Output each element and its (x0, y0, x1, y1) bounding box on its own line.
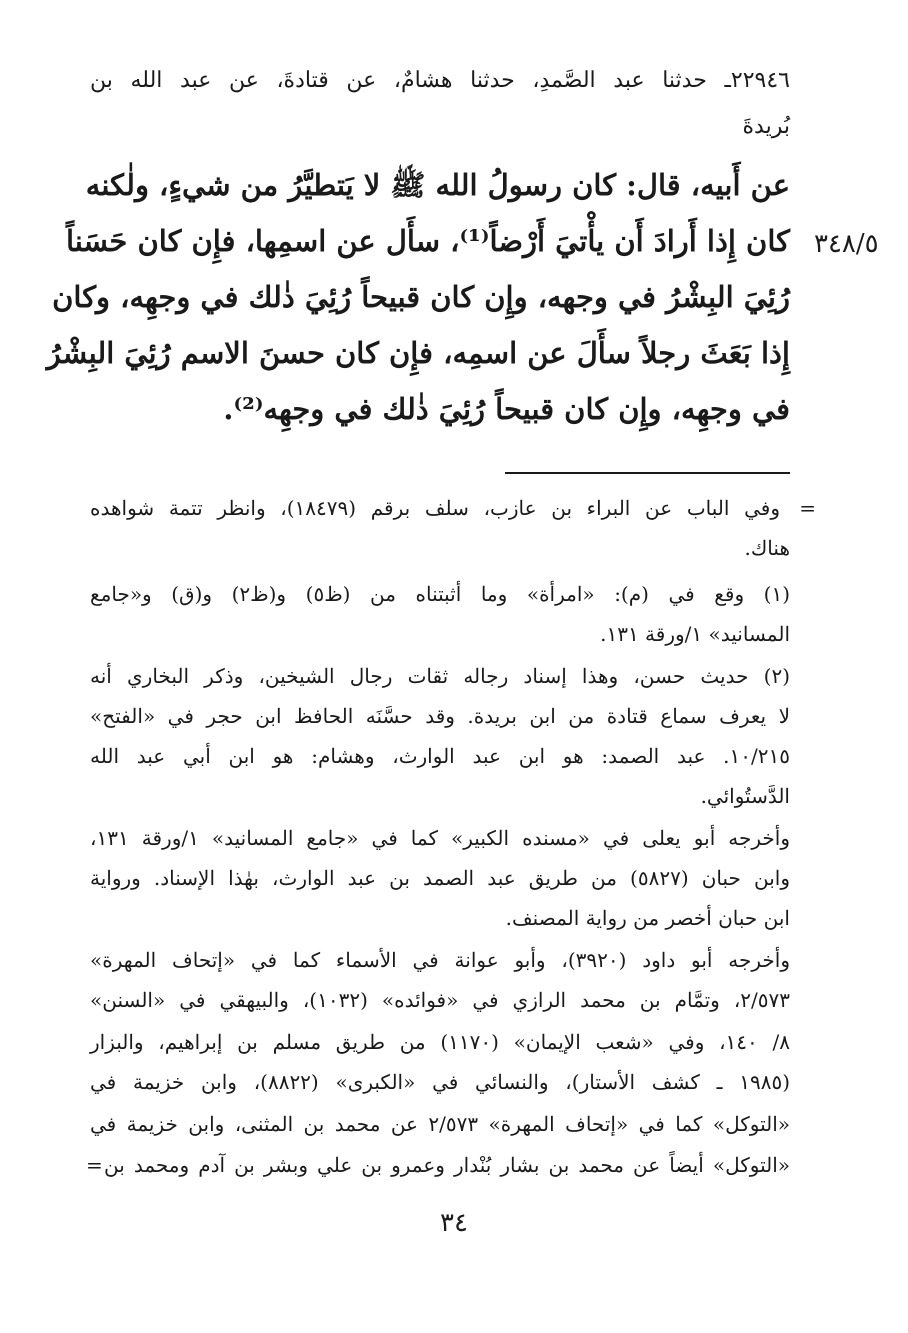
footnote-2-line: وأخرجه أبو يعلى في «مسنده الكبير» كما في «جامع المسانيد» ١/ورقة ١٣١، (90, 826, 790, 850)
hadith-header-line-2: بُريدةَ (742, 114, 790, 139)
footnote-2-line: (٢) حديث حسن، وهذا إسناد رجاله ثقات رجال الشيخين، وذكر البخاري أنه (90, 664, 790, 688)
continuation-mark: = (799, 496, 816, 520)
footnote-2-line: «التوكل» كما في «إتحاف المهرة» ٢/٥٧٣ عن محمد بن المثنى، وابن خزيمة في (90, 1112, 790, 1136)
main-text-line-3: رُئِيَ البِشْرُ في وجهه، وإِن كان قبيحاً رُئِيَ ذٰلك في وجهِه، وكان (52, 280, 790, 314)
volume-page-reference: ٣٤٨/٥ (814, 229, 879, 259)
continuation-mark-end: = (86, 1153, 103, 1177)
footnote-1-line: المسانيد» ١/ورقة ١٣١. (600, 622, 790, 646)
footnote-line: هناك. (744, 536, 790, 560)
page-number: ٣٤ (440, 1208, 468, 1238)
footnote-line: وفي الباب عن البراء بن عازب، سلف برقم (١٨٤٧٩)، وانظر تتمة شواهده (90, 496, 781, 520)
footnote-1-line: (١) وقع في (م): «امرأة» وما أثبتناه من (ظ٥) و(ظ٢) و(ق) و«جامع (90, 582, 791, 606)
footnote-2-line: وابن حبان (٥٨٢٧) من طريق عبد الصمد بن عبد الوارث، بهٰذا الإسناد. ورواية (90, 866, 791, 890)
footnote-2-line: لا يعرف سماع قتادة من ابن بريدة. وقد حسَّنَه الحافظ ابن حجر في «الفتح» (90, 704, 790, 728)
footnote-2-line: ١٠/٢١٥. عبد الصمد: هو ابن عبد الوارث، وهشام: هو ابن أبي عبد الله (90, 744, 790, 768)
hadith-header-line-1: ٢٢٩٤٦ـ حدثنا عبد الصَّمدِ، حدثنا هشامٌ، عن قتادةَ، عن عبد الله بن (90, 68, 790, 93)
footnote-2-line: ٢/٥٧٣، وتمَّام بن محمد الرازي في «فوائده» (١٠٣٢)، والبيهقي في «السنن» (90, 988, 791, 1012)
footnote-2-line: «التوكل» أيضاً عن محمد بن بشار بُنْدار وعمرو بن علي وبشر بن آدم ومحمد بن (104, 1153, 790, 1177)
footnote-2-line: (١٩٨٥ ـ كشف الأستار)، والنسائي في «الكبرى» (٨٨٢٢)، وابن خزيمة في (90, 1070, 790, 1094)
footnote-2-line: ابن حبان أخصر من رواية المصنف. (505, 906, 790, 930)
main-text-line-4: إِذا بَعَثَ رجلاً سأَلَ عن اسمِه، فإِن كان حسنَ الاسم رُئِيَ البِشْرُ (46, 336, 790, 370)
main-text-line-5: في وجهِه، وإِن كان قبيحاً رُئِيَ ذٰلك في وجهِه⁽²⁾. (223, 392, 790, 426)
footnote-separator (505, 472, 790, 474)
main-text-line-1: عن أَبيه، قال: كان رسولُ الله ﷺ لا يَتطيَّرُ من شيءٍ، ولٰكنه (85, 168, 790, 202)
footnote-2-line: ٨/ ١٤٠، وفي «شعب الإيمان» (١١٧٠) من طريق مسلم بن إبراهيم، والبزار (90, 1030, 790, 1054)
footnote-2-line: وأخرجه أبو داود (٣٩٢٠)، وأبو عوانة في الأسماء كما في «إتحاف المهرة» (90, 948, 790, 972)
main-text-line-2: كان إِذا أَرادَ أَن يأْتيَ أَرْضاً⁽¹⁾، سأَل عن اسمِها، فإِن كان حَسَناً (65, 224, 790, 258)
footnote-2-line: الدَّستُوائي. (700, 784, 790, 808)
